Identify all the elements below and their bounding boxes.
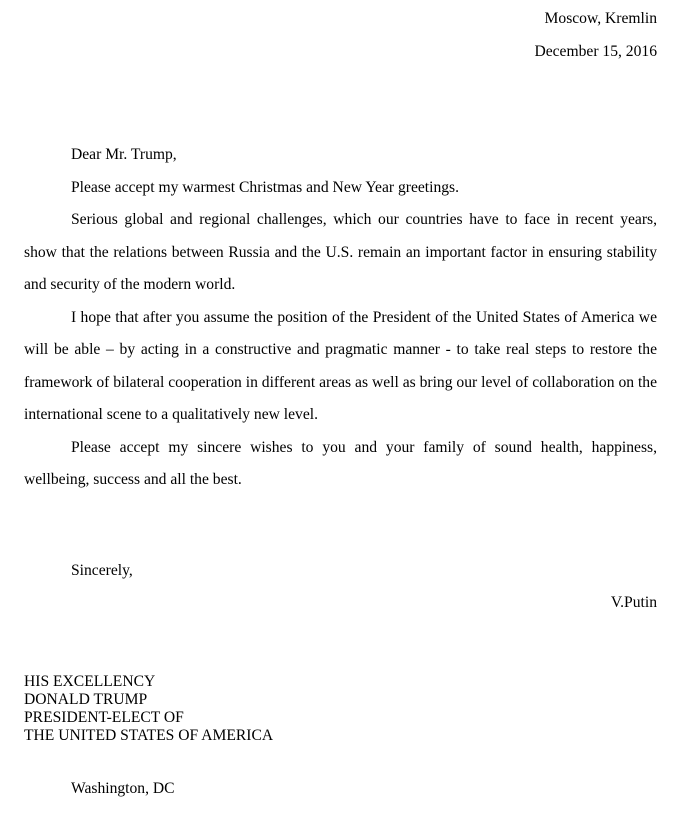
paragraph-greetings: Please accept my warmest Christmas and New Year greetings. — [71, 178, 460, 196]
recipient-line-position: PRESIDENT-ELECT OF — [24, 709, 184, 726]
recipient-address — [24, 673, 273, 745]
recipient-line-country: THE UNITED STATES OF AMERICA — [24, 727, 274, 744]
paragraph-challenges: Serious global and regional challenges, which our countries have to face in recent years, show that the relations between Russia and the U.S. remain an important factor in ensuring stability and security of the modern world. — [24, 211, 657, 293]
paragraph-cooperation: I hope that after you assume the position of the President of the United States of America we will be able – by acting in a constructive and pragmatic manner - to take real steps to restore the framework of bilateral cooperation in different areas as well as bring our level of collaboration on the international scene to a qualitatively new level. — [24, 308, 657, 423]
recipient-city: Washington, DC — [71, 780, 175, 797]
letter-body — [24, 139, 657, 497]
paragraph-wishes: Please accept my sincere wishes to you and your family of sound health, happiness, wellbeing, success and all the best. — [24, 438, 657, 488]
salutation: Dear Mr. Trump, — [71, 146, 177, 163]
signature-name: V.Putin — [610, 594, 657, 611]
recipient-line-name: DONALD TRUMP — [24, 691, 148, 708]
recipient-line-title: HIS EXCELLENCY — [24, 673, 156, 690]
closing: Sincerely, — [71, 562, 133, 579]
letter-place: Moscow, Kremlin — [544, 10, 657, 27]
letter-date: December 15, 2016 — [534, 43, 657, 60]
